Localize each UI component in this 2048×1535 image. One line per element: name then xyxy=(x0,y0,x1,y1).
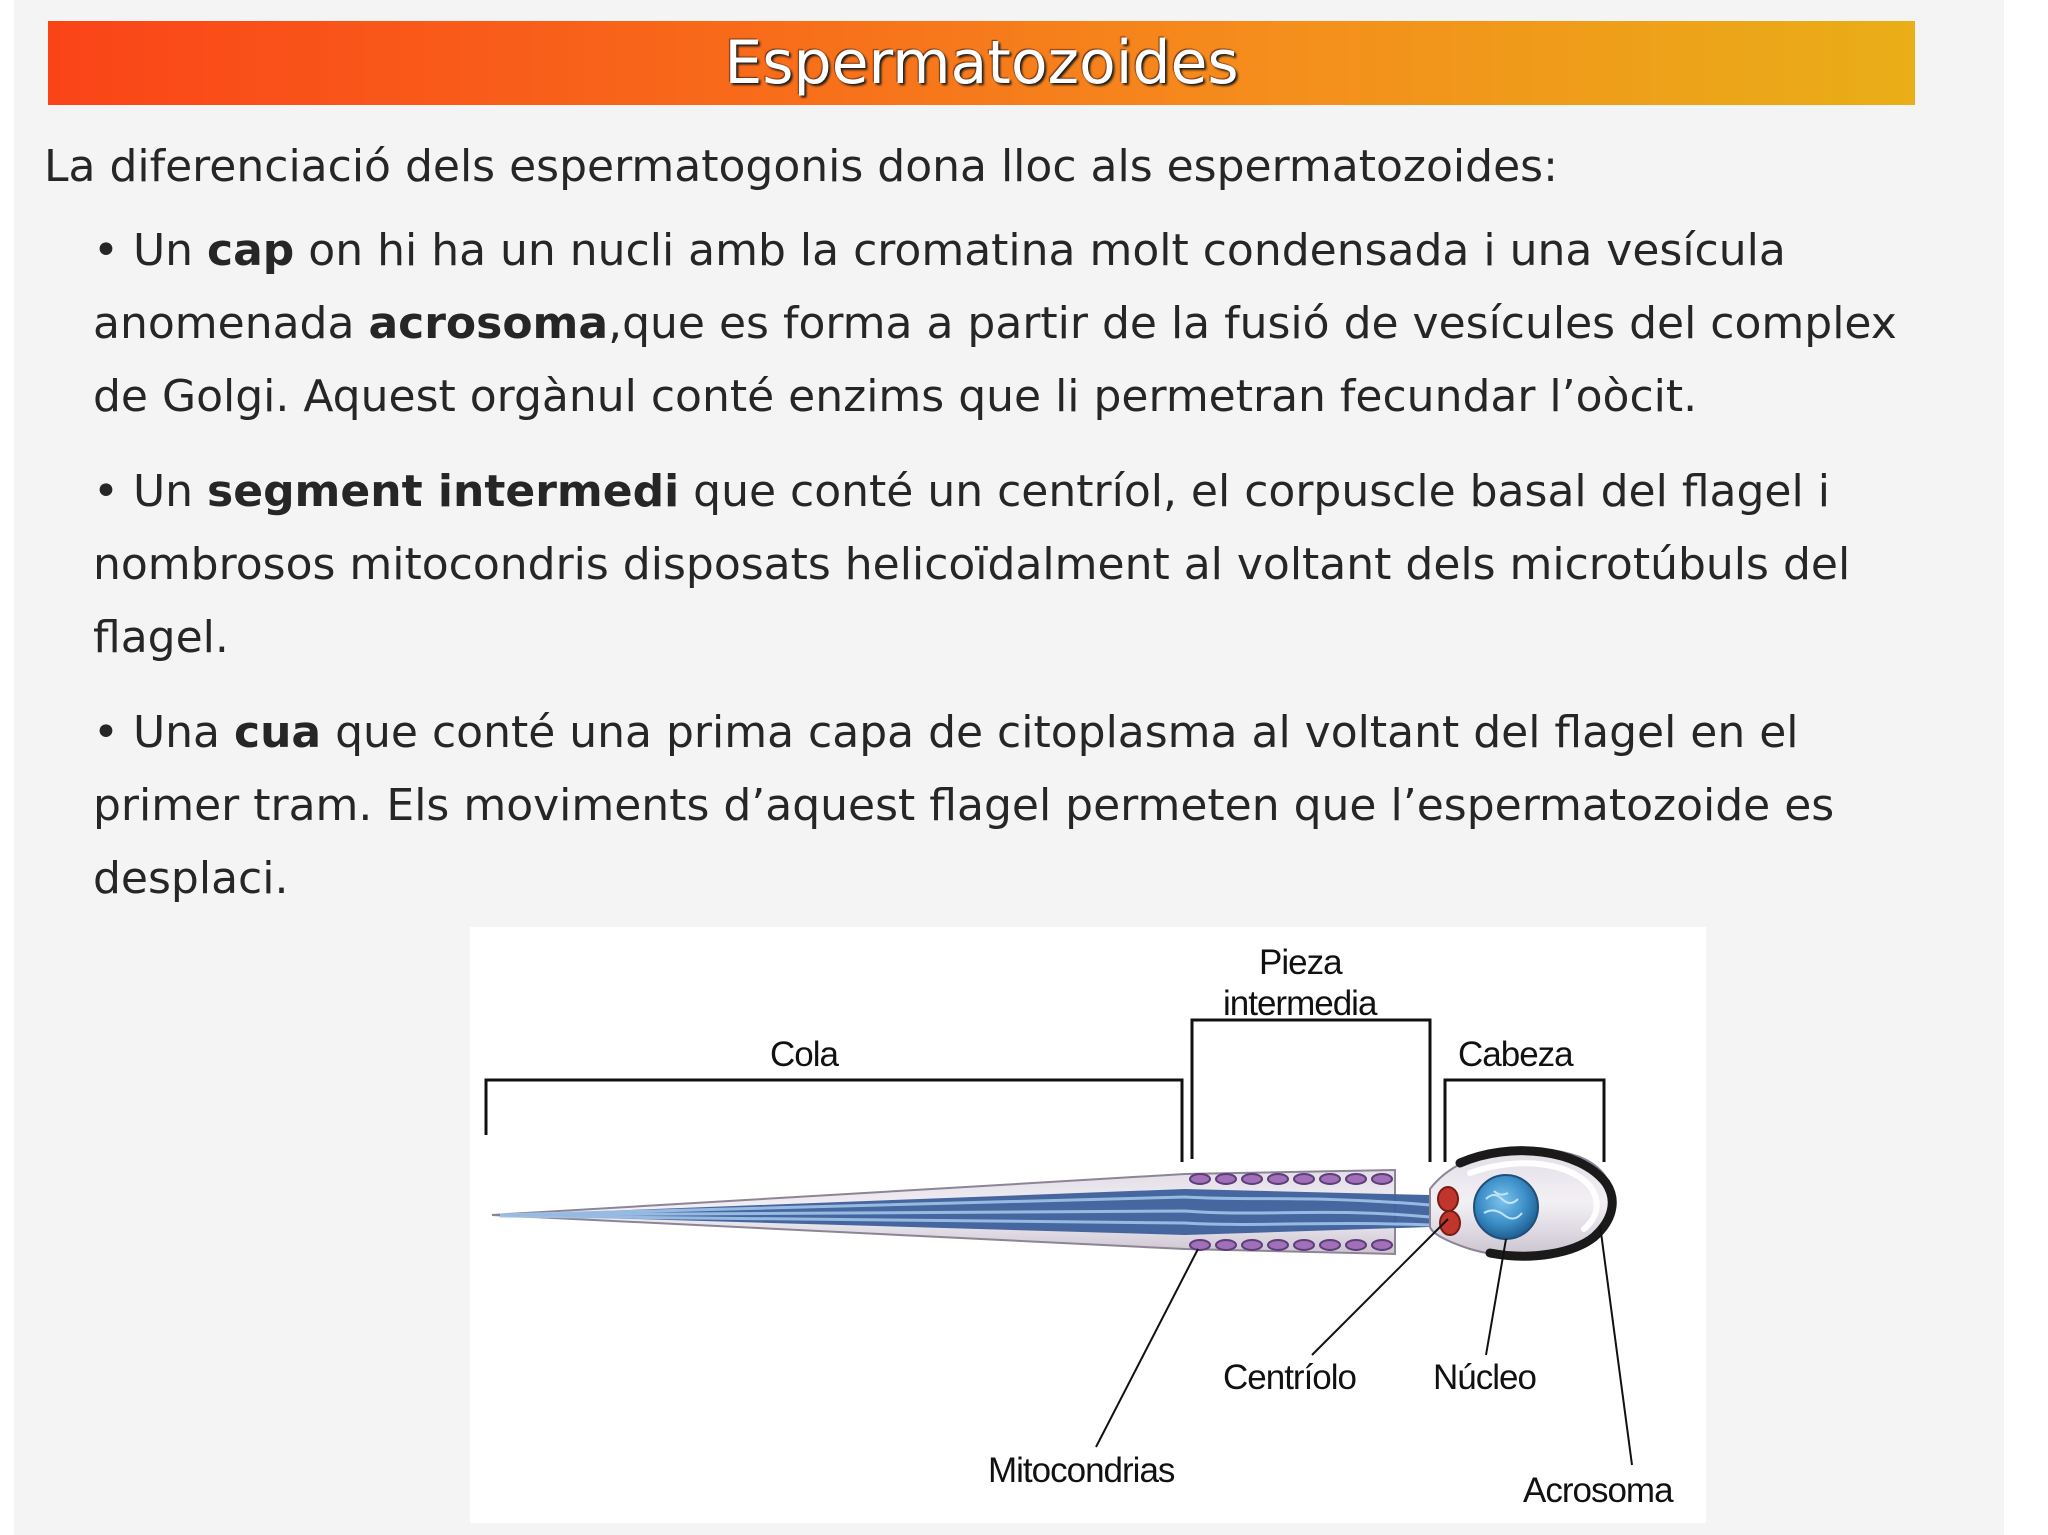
label-acrosoma: Acrosoma xyxy=(1523,1471,1673,1510)
cola-bracket xyxy=(486,1080,1182,1162)
sperm-diagram xyxy=(470,927,1706,1523)
leader-acrosoma xyxy=(1600,1225,1632,1465)
bullet-marker: • xyxy=(93,707,119,758)
nucleus xyxy=(1474,1175,1538,1239)
text-run: Un xyxy=(118,225,208,276)
text-run: on hi ha un nucli amb la cromatina molt condensada i una vesícula xyxy=(294,225,1786,276)
text-run: anomenada xyxy=(93,298,369,349)
label-mitocondrias: Mitocondrias xyxy=(988,1451,1175,1490)
text-run: ,que es forma a partir de la fusió de vesícules del complex xyxy=(608,298,1897,349)
bullet-line xyxy=(93,214,1993,287)
text-run: que conté un centríol, el corpuscle basal del flagel i xyxy=(679,466,1830,517)
bullet-line: desplaci. xyxy=(93,853,289,904)
label-centriolo: Centríolo xyxy=(1223,1358,1357,1397)
bullet-marker: • xyxy=(93,466,119,517)
label-cabeza: Cabeza xyxy=(1458,1035,1573,1074)
bold-term: cua xyxy=(233,707,322,758)
bullet-line xyxy=(93,287,1993,360)
label-nucleo: Núcleo xyxy=(1433,1358,1536,1397)
bullet-line xyxy=(93,696,1993,769)
bullet-line: primer tram. Els moviments d’aquest flagel permeten que l’espermatozoide es xyxy=(93,780,1835,831)
bullet-segment-intermedi xyxy=(93,455,1993,674)
text-run: Un xyxy=(118,466,208,517)
bullet-line: nombrosos mitocondris disposats helicoïdalment al voltant dels microtúbuls del xyxy=(93,539,1851,590)
label-cola: Cola xyxy=(770,1035,838,1074)
bullet-cua xyxy=(93,696,1993,915)
pieza-intermedia-bracket xyxy=(1192,1020,1430,1162)
bullet-cap xyxy=(93,214,1993,433)
label-intermedia: intermedia xyxy=(1223,984,1377,1023)
slide-title: Espermatozoides xyxy=(724,28,1239,98)
intro-text: La diferenciació dels espermatogonis dona lloc als espermatozoides: xyxy=(44,141,1558,192)
bold-term: segment intermedi xyxy=(207,466,680,517)
bullet-line: de Golgi. Aquest orgànul conté enzims que li permetran fecundar l’oòcit. xyxy=(93,371,1698,422)
label-pieza: Pieza xyxy=(1259,943,1342,982)
bullet-line xyxy=(93,455,1993,528)
text-run: Una xyxy=(118,707,234,758)
sperm-diagram-panel xyxy=(470,927,1706,1523)
bullet-marker: • xyxy=(93,225,119,276)
bullet-line: flagel. xyxy=(93,612,229,663)
bold-term: acrosoma xyxy=(368,298,609,349)
title-bar xyxy=(48,21,1915,105)
leader-mitocondrias xyxy=(1096,1249,1198,1447)
text-run: que conté una prima capa de citoplasma al voltant del flagel en el xyxy=(321,707,1799,758)
bold-term: cap xyxy=(207,225,295,276)
